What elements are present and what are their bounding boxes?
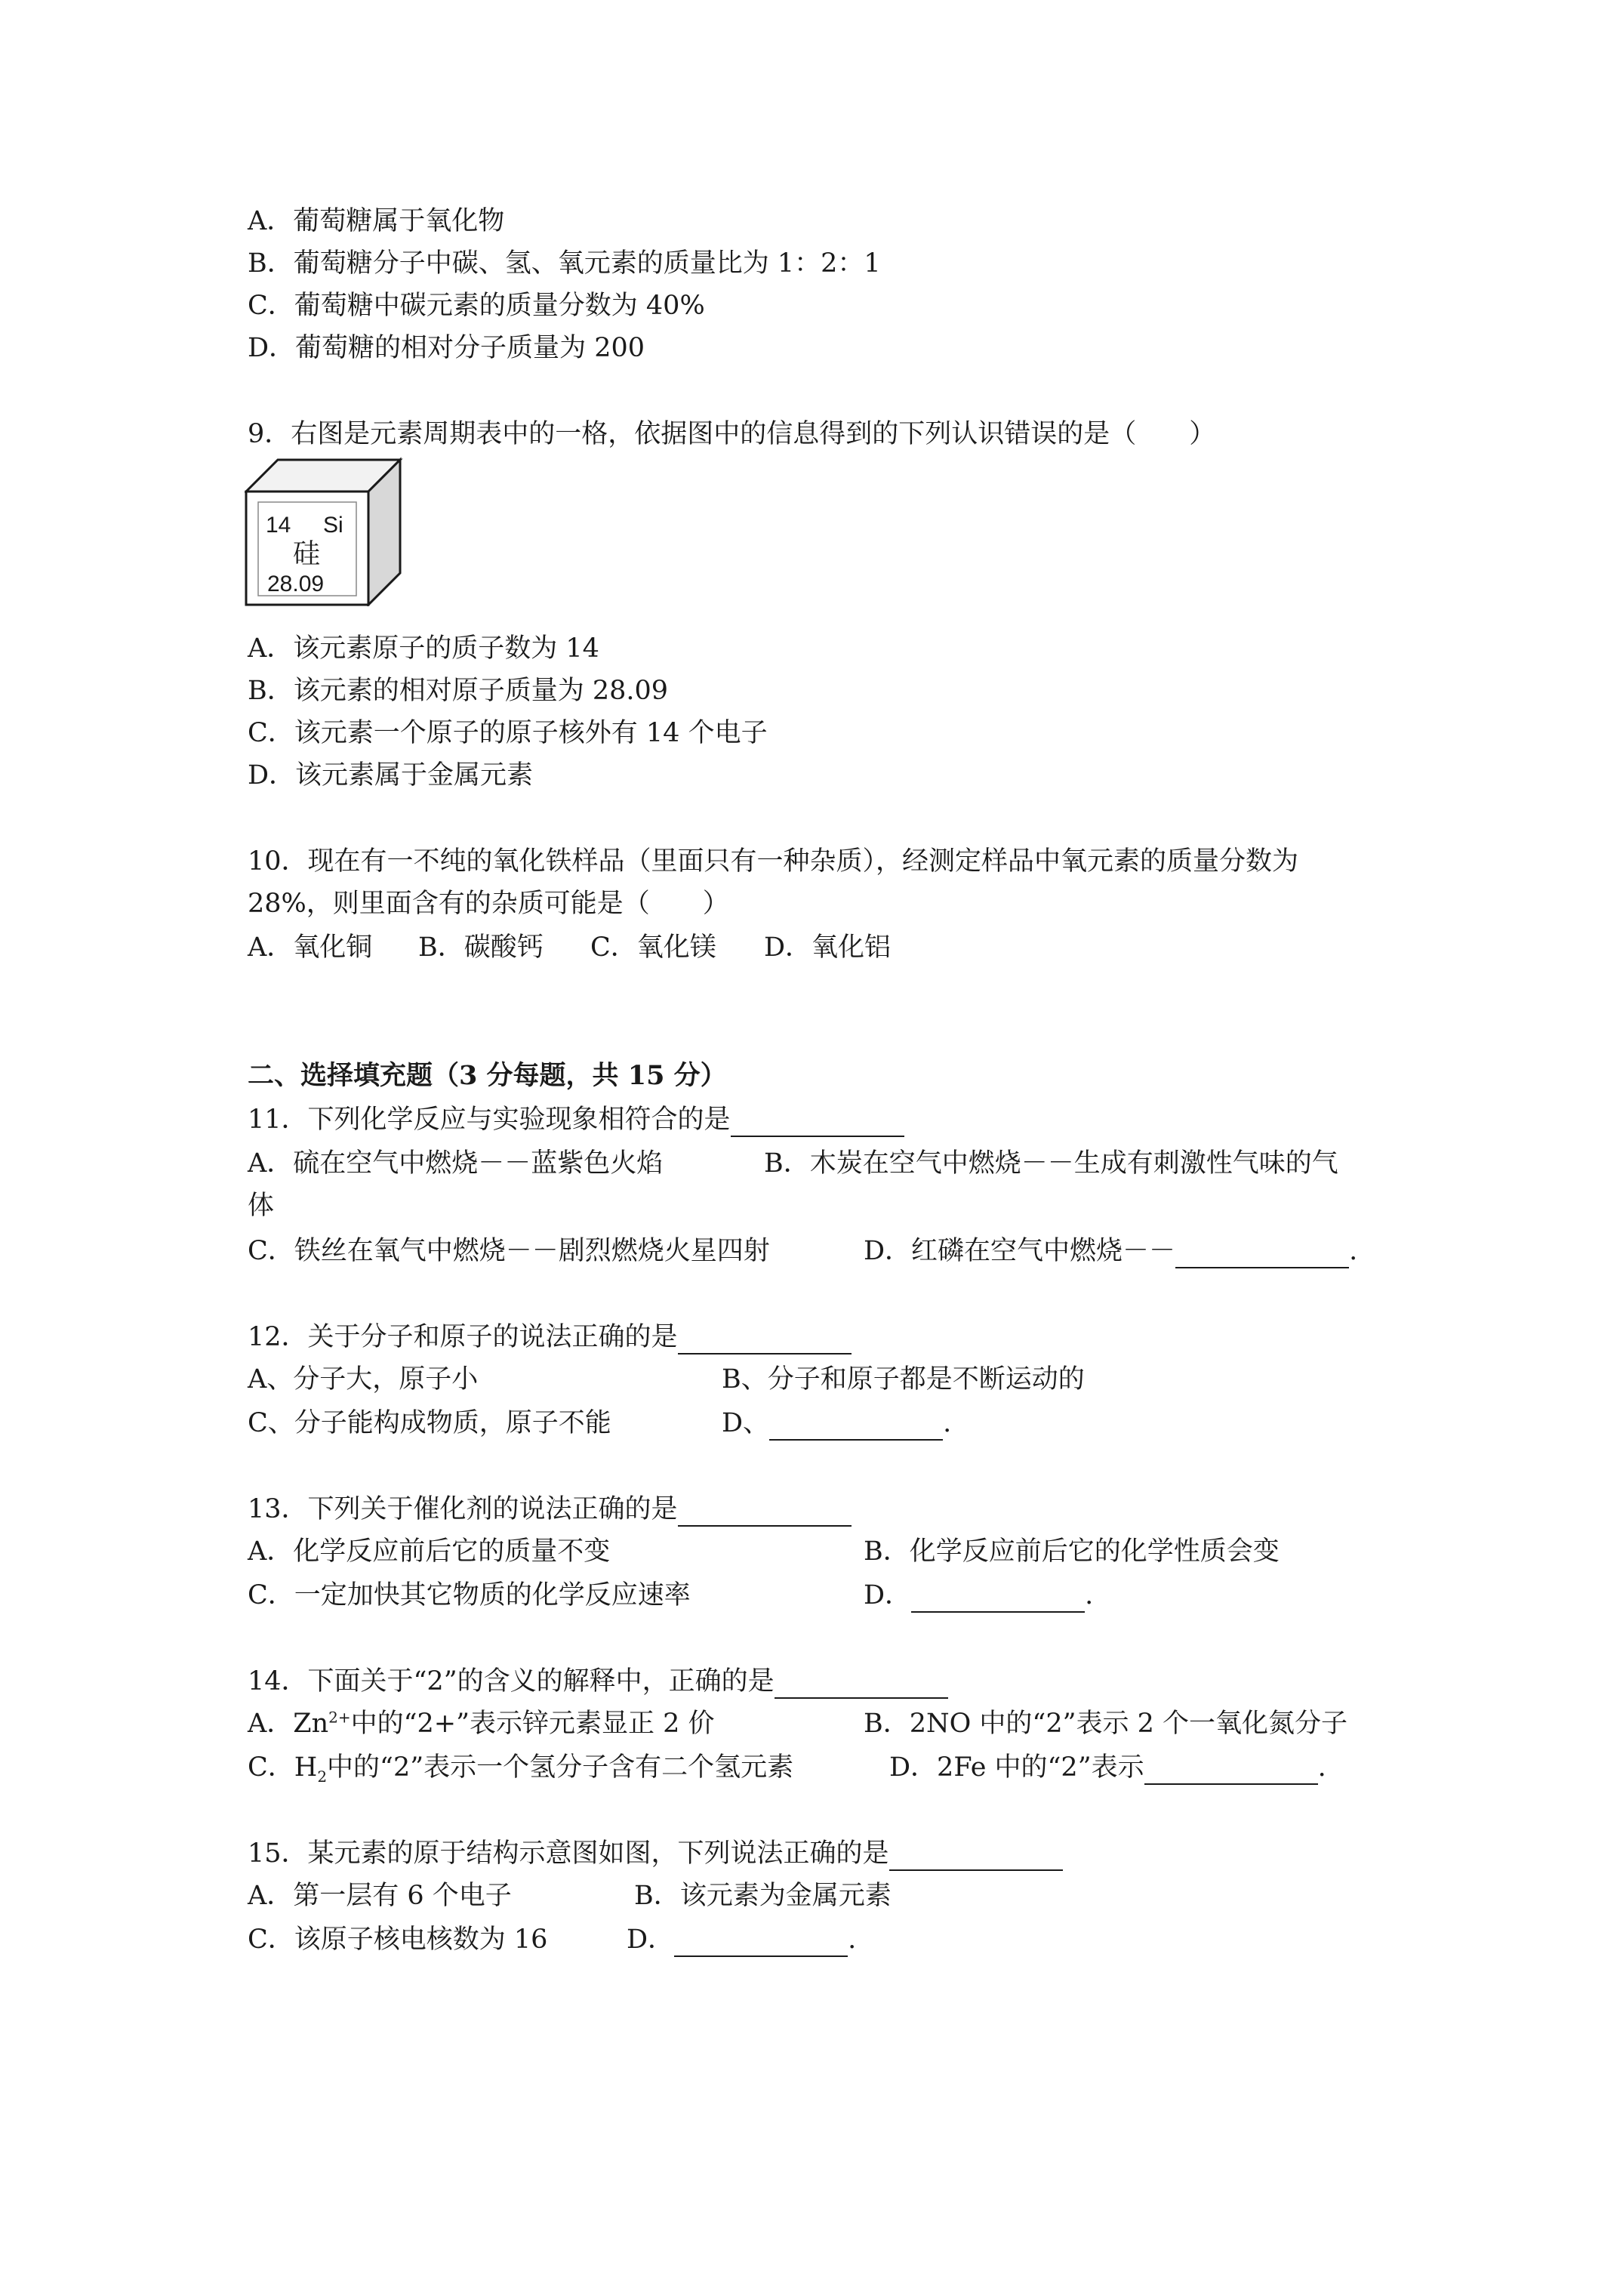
q15-option-c: C．该原子核电核数为 16 — [248, 1925, 548, 1955]
q13-stem: 13．下列关于催化剂的说法正确的是 — [248, 1492, 852, 1527]
answer-blank[interactable] — [678, 1498, 852, 1527]
q14-option-c: C．$H_2$中的“2”表示一个氢分子含有二个氢元素 — [248, 1752, 794, 1786]
element-mass: 28.09 — [267, 572, 325, 596]
q13-option-c: C．一定加快其它物质的化学反应速率 — [248, 1580, 691, 1610]
q12-option-d: D、 . — [722, 1406, 951, 1441]
q9-option-c: C．该元素一个原子的原子核外有 14 个电子 — [248, 718, 768, 748]
answer-blank[interactable] — [678, 1326, 852, 1354]
element-symbol: Si — [323, 513, 343, 538]
q15-option-d: D． . — [627, 1922, 856, 1957]
q12-option-c: C、分子能构成物质，原子不能 — [248, 1408, 611, 1438]
periodic-table-cell — [245, 457, 403, 606]
element-name: 硅 — [293, 538, 321, 569]
q8-option-b: B．葡萄糖分子中碳、氢、氧元素的质量比为 1：2：1 — [248, 248, 881, 279]
q9-option-d: D．该元素属于金属元素 — [248, 760, 534, 791]
q10-option-a: A．氧化铜 — [248, 932, 373, 963]
q9-stem: 9．右图是元素周期表中的一格，依据图中的信息得到的下列认识错误的是（ ） — [248, 419, 1216, 449]
q11-option-b-continued: 体 — [248, 1191, 275, 1221]
answer-blank[interactable] — [769, 1412, 943, 1441]
q13-option-b: B．化学反应前后它的化学性质会变 — [864, 1536, 1280, 1567]
q15-option-a: A．第一层有 6 个电子 — [248, 1881, 512, 1911]
q8-option-d: D．葡萄糖的相对分子质量为 200 — [248, 333, 645, 363]
q11-option-a: A．硫在空气中燃烧－－蓝紫色火焰 — [248, 1148, 664, 1179]
q14-option-a: A．$Zn^{2+}$中的“2+”表示锌元素显正 2 价 — [248, 1708, 715, 1739]
q15-option-b: B．该元素为金属元素 — [634, 1881, 892, 1911]
q10-option-c: C．氧化镁 — [590, 932, 716, 963]
q10-stem-line2: 28%，则里面含有的杂质可能是（ ） — [248, 889, 729, 919]
q11-option-b: B．木炭在空气中燃烧－－生成有刺激性气味的气 — [764, 1148, 1338, 1179]
q12-stem: 12．关于分子和原子的说法正确的是 — [248, 1320, 852, 1354]
q11-option-d: D．红磷在空气中燃烧－－ . — [864, 1234, 1357, 1268]
q14-option-d: D．2Fe 中的“2”表示 . — [889, 1750, 1326, 1785]
section-title: 二、选择填充题（3 分每题，共 15 分） — [248, 1060, 727, 1091]
q14-stem: 14．下面关于“2”的含义的解释中，正确的是 — [248, 1664, 948, 1699]
q12-option-a: A、分子大，原子小 — [248, 1364, 479, 1395]
q10-option-b: B．碳酸钙 — [418, 932, 544, 963]
q10-stem-line1: 10．现在有一不纯的氧化铁样品（里面只有一种杂质），经测定样品中氧元素的质量分数为 — [248, 846, 1299, 877]
q10-option-d: D．氧化铝 — [764, 932, 892, 963]
element-number: 14 — [266, 513, 291, 538]
q11-option-c: C．铁丝在氧气中燃烧－－剧烈燃烧火星四射 — [248, 1236, 770, 1266]
q14-option-b: B．2NO 中的“2”表示 2 个一氧化氮分子 — [864, 1709, 1348, 1739]
answer-blank[interactable] — [889, 1842, 1063, 1871]
q11-stem: 11．下列化学反应与实验现象相符合的是 — [248, 1102, 904, 1137]
q15-stem: 15．某元素的原于结构示意图如图，下列说法正确的是 — [248, 1836, 1063, 1871]
q9-option-b: B．该元素的相对原子质量为 28.09 — [248, 676, 669, 706]
answer-blank[interactable] — [1175, 1240, 1349, 1268]
q13-option-d: D． . — [864, 1578, 1093, 1613]
q12-option-b: B、分子和原子都是不断运动的 — [722, 1364, 1085, 1395]
answer-blank[interactable] — [1144, 1756, 1318, 1785]
q13-option-a: A．化学反应前后它的质量不变 — [248, 1536, 611, 1567]
q8-option-a: A．葡萄糖属于氧化物 — [248, 206, 505, 236]
answer-blank[interactable] — [775, 1670, 948, 1699]
q8-option-c: C．葡萄糖中碳元素的质量分数为 40% — [248, 291, 705, 321]
answer-blank[interactable] — [911, 1584, 1085, 1613]
q9-option-a: A．该元素原子的质子数为 14 — [248, 633, 599, 664]
answer-blank[interactable] — [731, 1108, 904, 1137]
answer-blank[interactable] — [674, 1928, 848, 1957]
